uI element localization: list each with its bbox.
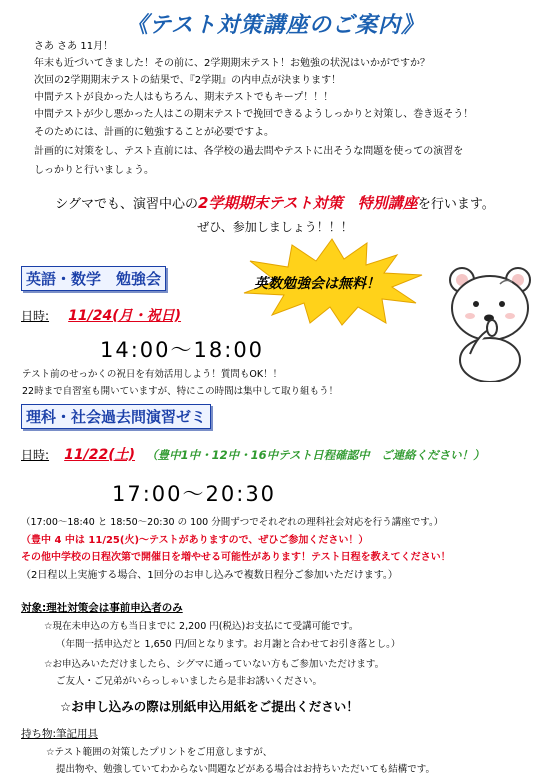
page-title: 《テスト対策講座のご案内》: [125, 13, 425, 38]
date-note: （豊中1中・12中・16中テスト日程確認中 ご連絡ください！）: [146, 448, 485, 462]
english-math-note: 22時まで自習室も開いていますが、特にこの時間は集中して取り組もう！: [22, 386, 339, 397]
lead-after: を行います。: [417, 197, 495, 212]
apply-note: ☆お申し込みの際は別紙申込用紙をご提出ください！: [60, 699, 359, 714]
target-item: ☆現在未申込の方も当日までに 2,200 円(税込)お支払にて受講可能です。: [44, 621, 359, 632]
intro-line: 次回の2学期期末テストの結果で、『2学期』の内申点が決まります！: [34, 75, 342, 86]
intro-line: 中間テストが良かった人はもちろん、期末テストでもキープ！！！: [34, 92, 334, 103]
date-value: 11/24(月・祝日): [68, 308, 182, 324]
english-math-date-row: [21, 305, 181, 325]
lead-highlight: 2学期期末テスト対策 特別講座: [197, 194, 418, 212]
free-starburst: [232, 237, 432, 331]
sci-social-note-red: その他中学校の日程次第で開催日を増やせる可能性があります！テスト日程を教えてください！: [21, 552, 451, 563]
intro-line: そのためには、計画的に勉強することが必要ですよ。: [34, 127, 274, 138]
target-item: ご友人・ご兄弟がいらっしゃいましたら是非お誘いください。: [56, 676, 323, 687]
target-item: ☆お申込みいただけましたら、シグマに通っていない方もご参加いただけます。: [44, 659, 385, 670]
sci-social-note-red: （豊中 4 中は 11/25(火)〜テストがありますので、ぜひご参加ください！）: [21, 535, 369, 546]
intro-line: しっかりと行いましょう。: [34, 165, 154, 176]
date-value: 11/22(土): [64, 447, 136, 463]
lead-before: シグマでも、演習中心の: [55, 197, 198, 212]
english-math-heading: 英語・数学 勉強会: [21, 266, 166, 291]
target-item: （年間一括申込だと 1,650 円/回となります。お月謝と合わせてお引き落とし。）: [56, 639, 401, 650]
belongings-item: ☆テスト範囲の対策したプリントをご用意しますが、: [46, 747, 273, 758]
target-label: 対象:理社対策会は事前申込者のみ: [21, 602, 183, 614]
free-text: 英数勉強会は無料！: [254, 276, 380, 292]
sci-social-note: （17:00〜18:40 と 18:50〜20:30 の 100 分間ずつでそれぞれの理科社会対応を行う講座です。）: [21, 517, 444, 528]
bear-illustration: [440, 262, 540, 386]
bear-icon: [440, 262, 540, 382]
belongings-label: 持ち物:筆記用具: [21, 728, 99, 740]
sci-social-heading: 理科・社会過去問演習ゼミ: [21, 404, 211, 429]
lead-line-2: ぜひ、参加しましょう！！！: [197, 220, 353, 234]
english-math-time: 14:00〜18:00: [100, 338, 265, 362]
english-math-note: テスト前のせっかくの祝日を有効活用しよう！質問もOK！！: [22, 369, 283, 380]
date-label: 日時:: [21, 309, 50, 323]
belongings-item: 提出物や、勉強していてわからない問題などがある場合はお持ちいただいても結構です。: [56, 764, 436, 775]
sci-social-time: 17:00〜20:30: [112, 482, 277, 506]
sci-social-date-row: [21, 444, 485, 464]
intro-line: 中間テストが少し悪かった人はこの期末テストで挽回できるようしっかりと対策し、巻き返そう！: [34, 109, 474, 120]
intro-line: さあ さあ 11月！: [34, 41, 114, 52]
sci-social-note: （2日程以上実施する場合、1回分のお申し込みで複数日程分ご参加いただけます。）: [21, 570, 398, 581]
date-label: 日時:: [21, 448, 50, 462]
intro-line: 年末も近づいてきました！その前に、2学期期末テスト！お勉強の状況はいかがですか？: [34, 58, 430, 69]
intro-line: 計画的に対策をし、テスト直前には、各学校の過去問やテストに出そうな問題を使っての演習を: [34, 146, 464, 157]
lead-line: [0, 192, 550, 213]
